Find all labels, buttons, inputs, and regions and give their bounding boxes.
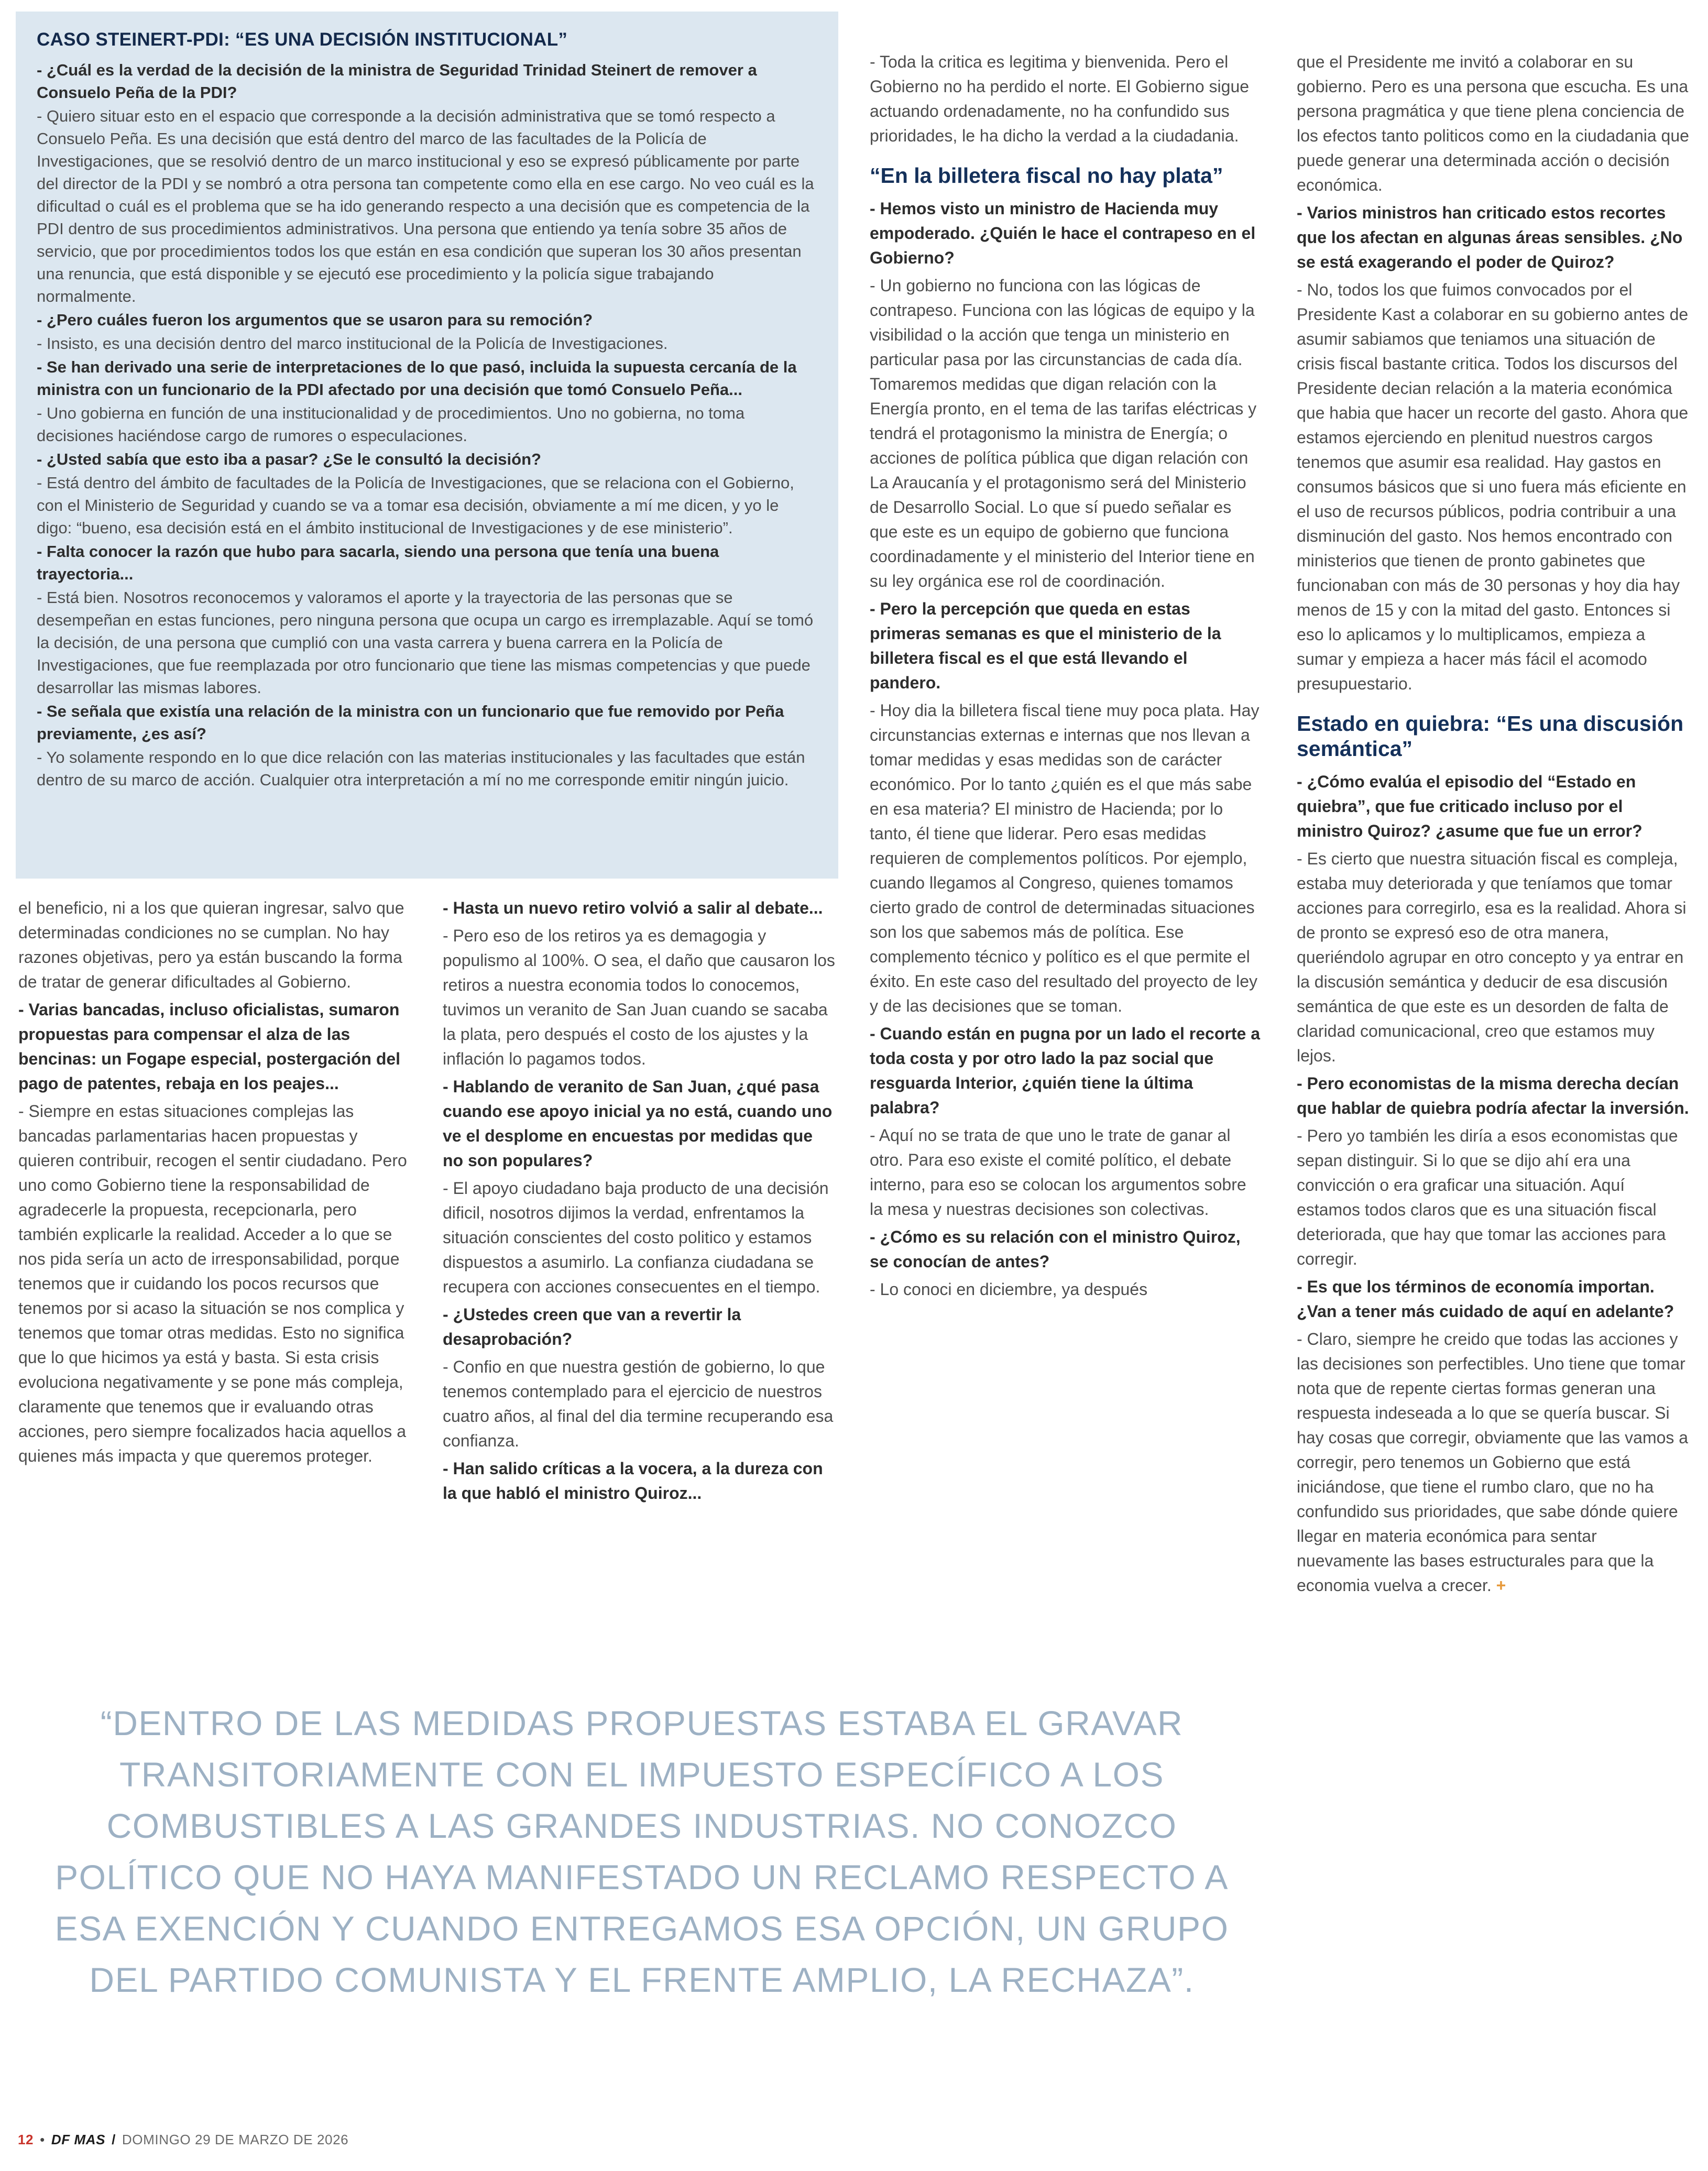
- question-paragraph: - Es que los términos de economía importan. ¿Van a tener más cuidado de aquí en adelante?: [1297, 1277, 1674, 1321]
- answer-paragraph: - Uno gobierna en función de una institucionalidad y de procedimientos. Uno no gobierna, no toma decisiones haciéndose cargo de rumores o especulaciones.: [37, 404, 745, 445]
- answer-paragraph: - Un gobierno no funciona con las lógicas de contrapeso. Funciona con las lógicas de equipo y la visibilidad o la acción que tenga un ministerio en particular pasa por las circunstancias de cada día. Tomaremos medidas que digan relación con la Energía pronto, en el tema de las tarifas eléctricas y tendrá el protagonismo la ministra de Energía; o acciones de política pública que digan relación con La Araucanía y el protagonismo será del Ministerio de Desarrollo Social. Lo que sí puedo señalar es que este es un equipo de gobierno que funciona coordinadamente y el ministerio del Interior tiene en su ley orgánica ese rol de coordinación.: [870, 276, 1257, 590]
- question-paragraph: - Hasta un nuevo retiro volvió a salir al debate...: [443, 898, 823, 917]
- footer-page-number: 12: [18, 2132, 34, 2147]
- answer-paragraph: - Aquí no se trata de que uno le trate de ganar al otro. Para eso existe el comité político, el debate interno, para eso se colocan los argumentos sobre la mesa y nuestras decisiones son colectivas.: [870, 1126, 1246, 1219]
- answer-paragraph: - Insisto, es una decisión dentro del marco institucional de la Policía de Investigaciones.: [37, 334, 668, 353]
- answer-paragraph: - Quiero situar esto en el espacio que corresponde a la decisión administrativa que se tomó respecto a Consuelo Peña. Es una decisión que está dentro del marco de las facultades de la Policía de Investigaciones, que se resolvió dentro de un marco institucional y eso se expresó públicamente por parte del director de la PDI y se nombró a otra persona tan competente como ella en ese cargo. No veo cuál es la dificultad o cuál es el problema que se ha ido generando respecto a una decisión que es competencia de la PDI dentro de sus procedimientos administrativos. Una persona que entiendo ya tenía sobre 35 años de servicio, que por procedimientos todos los que están en esa condición que superan los 30 años presentan una renuncia, que está disponible y se ejecutó ese procedimiento y la policía sigue trabajando normalmente.: [37, 107, 814, 305]
- answer-paragraph: - Está dentro del ámbito de facultades de la Policía de Investigaciones, que se relaciona con el Gobierno, con el Ministerio de Seguridad y cuando se va a tomar esa decisión, obviamente a mí me dicen, y yo le digo: “bueno, esa decisión está en el ámbito institucional de Investigaciones y de ese ministerio”.: [37, 474, 794, 537]
- question-paragraph: - ¿Usted sabía que esto iba a pasar? ¿Se le consultó la decisión?: [37, 450, 541, 468]
- article-column-1: [18, 896, 411, 1472]
- question-paragraph: - Falta conocer la razón que hubo para sacarla, siendo una persona que tenía una buena trayectoria...: [37, 542, 719, 583]
- question-paragraph: - Varias bancadas, incluso oficialistas, sumaron propuestas para compensar el alza de las bencinas: un Fogape especial, postergación del pago de patentes, rebaja en los peajes...: [18, 1000, 401, 1093]
- answer-paragraph: - Es cierto que nuestra situación fiscal es compleja, estaba muy deteriorada y que teníamos que tomar acciones para corregirlo, esa es la realidad. Ahora si de pronto se expresó eso de otra manera, queriéndolo agrupar en otro concepto y ya entrar en la discusión semántica y deducir de esa discusión semántica de que este es un desorden de falta de claridad comunicacional, creo que estamos muy lejos.: [1297, 849, 1687, 1065]
- answer-paragraph: - El apoyo ciudadano baja producto de una decisión dificil, nosotros dijimos la verdad, enfrentamos la situación conscientes del costo politico y estamos dispuestos a asumirlo. La confianza ciudadana se recupera con acciones consecuentes en el tiempo.: [443, 1179, 829, 1296]
- question-paragraph: - Se han derivado una serie de interpretaciones de lo que pasó, incluida la supuesta cercanía de la ministra con un funcionario de la PDI afectado por una decisión que tomó Consuelo Peña...: [37, 358, 797, 399]
- footer-bullet: •: [40, 2132, 45, 2147]
- question-paragraph: - Pero la percepción que queda en estas primeras semanas es que el ministerio de la billetera fiscal es el que está llevando el pandero.: [870, 599, 1221, 692]
- question-paragraph: - Han salido críticas a la vocera, a la dureza con la que habló el ministro Quiroz...: [443, 1459, 823, 1503]
- question-paragraph: - Pero economistas de la misma derecha decían que hablar de quiebra podría afectar la inversión.: [1297, 1074, 1689, 1117]
- answer-paragraph: - Pero eso de los retiros ya es demagogia y populismo al 100%. O sea, el daño que causaron los retiros a nuestra economia todos lo conocemos, tuvimos un veranito de San Juan cuando se sacaba la plata, pero después el costo de los ajustes y la inflación lo pagamos todos.: [443, 926, 835, 1068]
- page-footer: [18, 2132, 348, 2148]
- answer-paragraph: - Siempre en estas situaciones complejas las bancadas parlamentarias hacen propuestas y quieren contribuir, recogen el sentir ciudadano. Pero uno como Gobierno tiene la responsabilidad de agradecerle la propuesta, recepcionarla, pero también explicarle la realidad. Acceder a lo que se nos pida sería un acto de irresponsabilidad, porque tenemos que ir cuidando los pocos recursos que tenemos por si acaso la situación se nos complica y tenemos que tomar otras medidas. Esto no significa que lo que hicimos ya está y basta. Si esta crisis evoluciona negativamente y se pone más compleja, claramente que tenemos que ir evaluando otras acciones, pero siempre focalizados hacia aquellos a quienes más impacta y que queremos proteger.: [18, 1102, 407, 1465]
- question-paragraph: - Hablando de veranito de San Juan, ¿qué pasa cuando ese apoyo inicial ya no está, cuando uno ve el desplome en encuestas por medidas que no son populares?: [443, 1077, 833, 1170]
- question-paragraph: - ¿Cómo evalúa el episodio del “Estado en quiebra”, que fue criticado incluso por el ministro Quiroz? ¿asume que fue un error?: [1297, 772, 1643, 840]
- answer-paragraph: el beneficio, ni a los que quieran ingresar, salvo que determinadas condiciones no se cumplan. No hay razones objetivas, pero ya están buscando la forma de tratar de generar dificultades al Gobierno.: [18, 898, 404, 991]
- answer-paragraph: - No, todos los que fuimos convocados por el Presidente Kast a colaborar en su gobierno antes de asumir sabiamos que teniamos una situación de crisis fiscal bastante critica. Todos los discursos del Presidente decian relación a la materia económica que habia que hacer un recorte del gasto. Ahora que estamos ejerciendo en plenitud nuestros cargos tenemos que asumir esa realidad. Hay gastos en consumos básicos que si uno fuera más eficiente en el uso de recursos públicos, podria contribuir a una disminución del gasto. Nos hemos encontrado con ministerios que tienen de pronto gabinetes que funcionaban con más de 30 personas y hoy dia hay menos de 15 y con la mitad del gasto. Entonces si eso lo aplicamos y lo multiplicamos, empieza a sumar y empieza a hacer más fácil el acomodo presupuestario.: [1297, 280, 1689, 693]
- question-paragraph: - Hemos visto un ministro de Hacienda muy empoderado. ¿Quién le hace el contrapeso en el Gobierno?: [870, 199, 1256, 267]
- answer-paragraph: - Pero yo también les diría a esos economistas que sepan distinguir. Si lo que se dijo ahí era una convicción o era graficar una situación. Aquí estamos todos claros que es una situación fiscal deteriorada, que hay que tomar las acciones para corregir.: [1297, 1126, 1678, 1268]
- footer-date: DOMINGO 29 DE MARZO DE 2026: [122, 2132, 349, 2147]
- highlight-qa-box: [16, 12, 838, 879]
- highlight-box-body: [37, 59, 817, 791]
- answer-paragraph: - Está bien. Nosotros reconocemos y valoramos el aporte y la trayectoria de las personas que se desempeñan en estas funciones, pero ninguna persona que ocupa un cargo es irremplazable. Aquí se tomó la decisión, de una persona que cumplió con una vasta carrera y buena carrera en la Policía de Investigaciones, que fue reemplazada por otro funcionario que tiene las mismas competencias y que puede desarrollar las mismas labores.: [37, 588, 814, 697]
- answer-paragraph: que el Presidente me invitó a colaborar en su gobierno. Pero es una persona que escucha. Es una persona pragmática y que tiene plena conciencia de los efectos tanto politicos como en la ciudadania que puede generar una determinada acción o decisión económica.: [1297, 52, 1689, 194]
- pull-quote: “DENTRO DE LAS MEDIDAS PROPUESTAS ESTABA EL GRAVAR TRANSITORIAMENTE CON EL IMPUESTO ESPECÍFICO A LOS COMBUSTIBLES A LAS GRANDES INDUSTRIAS. NO CONOZCO POLÍTICO QUE NO HAYA MANIFESTADO UN RECLAMO RESPECTO A ESA EXENCIÓN Y CUANDO ENTREGAMOS ESA OPCIÓN, UN GRUPO DEL PARTIDO COMUNISTA Y EL FRENTE AMPLIO, LA RECHAZA”.: [54, 1704, 1229, 1999]
- question-paragraph: - Cuando están en pugna por un lado el recorte a toda costa y por otro lado la paz social que resguarda Interior, ¿quién tiene la última palabra?: [870, 1024, 1260, 1117]
- highlight-box-title: CASO STEINERT-PDI: “ES UNA DECISIÓN INSTITUCIONAL”: [37, 29, 568, 50]
- section-heading: Estado en quiebra: “Es una discusión semántica”: [1297, 711, 1684, 761]
- answer-paragraph: - Hoy dia la billetera fiscal tiene muy poca plata. Hay circunstancias externas e internas que nos llevan a tomar medidas y esas medidas son de carácter económico. Por lo tanto ¿quién es el que más sabe en esa materia? El ministro de Hacienda; por lo tanto, él tiene que liderar. Pero esas medidas requieren de complementos políticos. Por ejemplo, cuando llegamos al Congreso, quienes tomamos cierto grado de control de determinadas situaciones son los que sabemos más de política. Ese complemento técnico y político es el que permite el éxito. En este caso del resultado del proyecto de ley y de las decisiones que se toman.: [870, 701, 1260, 1015]
- article-end-mark: +: [1491, 1576, 1506, 1595]
- question-paragraph: - ¿Cuál es la verdad de la decisión de la ministra de Seguridad Trinidad Steinert de remover a Consuelo Peña de la PDI?: [37, 61, 757, 102]
- footer-publication-name: DF MAS: [51, 2132, 106, 2147]
- article-column-4: [1297, 50, 1692, 1601]
- question-paragraph: - Se señala que existía una relación de la ministra con un funcionario que fue removido por Peña previamente, ¿es así?: [37, 702, 784, 743]
- article-column-2: [443, 896, 836, 1509]
- article-column-3: [870, 50, 1263, 1305]
- footer-separator: /: [112, 2132, 116, 2147]
- answer-paragraph: - Toda la critica es legitima y bienvenida. Pero el Gobierno no ha perdido el norte. El Gobierno sigue actuando ordenadamente, no ha confundido sus prioridades, le ha dicho la verdad a la ciudadania.: [870, 52, 1250, 145]
- section-heading: “En la billetera fiscal no hay plata”: [870, 163, 1223, 188]
- question-paragraph: - Varios ministros han criticado estos recortes que los afectan en algunas áreas sensibles. ¿No se está exagerando el poder de Quiroz?: [1297, 203, 1683, 271]
- answer-paragraph: - Confio en que nuestra gestión de gobierno, lo que tenemos contemplado para el ejercicio de nuestros cuatro años, al final del dia termine recuperando esa confianza.: [443, 1357, 834, 1450]
- question-paragraph: - ¿Ustedes creen que van a revertir la desaprobación?: [443, 1305, 741, 1348]
- question-paragraph: - ¿Cómo es su relación con el ministro Quiroz, se conocían de antes?: [870, 1227, 1241, 1271]
- answer-paragraph: - Yo solamente respondo en lo que dice relación con las materias institucionales y las facultades que están dentro de su marco de acción. Cualquier otra interpretación a mí no me corresponde emitir ningún juicio.: [37, 748, 805, 789]
- answer-paragraph: - Lo conoci en diciembre, ya después: [870, 1280, 1148, 1299]
- answer-paragraph: - Claro, siempre he creido que todas las acciones y las decisiones son perfectibles. Uno tiene que tomar nota que de repente ciertas formas generan una respuesta indeseada a lo que se quería buscar. Si hay cosas que corregir, obviamente que las vamos a corregir, pero tenemos un Gobierno que está iniciándose, que tiene el rumbo claro, que no ha confundido sus prioridades, que sabe dónde quiere llegar en materia económica para sentar nuevamente las bases estructurales para que la economia vuelva a crecer. +: [1297, 1330, 1689, 1595]
- question-paragraph: - ¿Pero cuáles fueron los argumentos que se usaron para su remoción?: [37, 311, 593, 329]
